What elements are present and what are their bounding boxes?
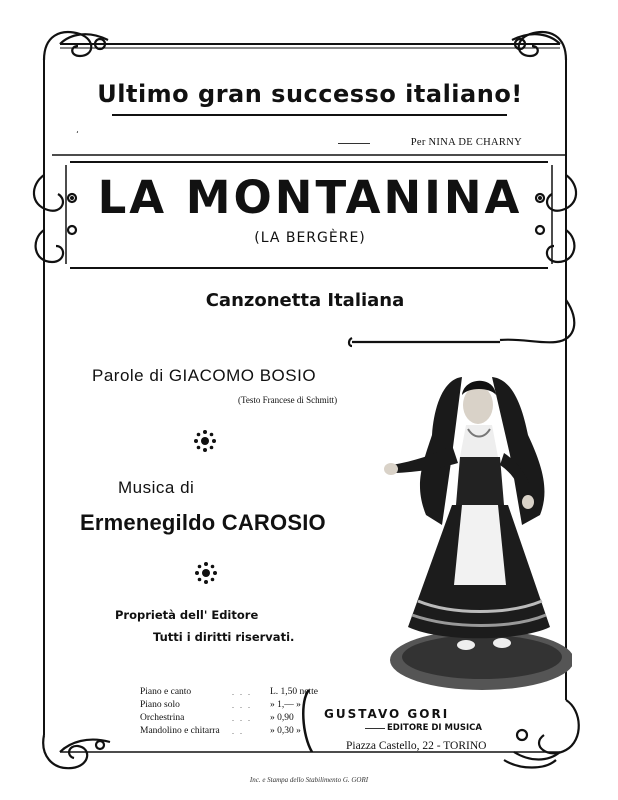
headline: Ultimo gran successo italiano! [97,80,523,108]
translation-credit: (Testo Francese di Schmitt) [238,395,338,405]
printer-credit: Inc. e Stampa dello Stabilimento G. GORI [249,776,369,784]
rights-reserved: Tutti i diritti riservati. [153,630,295,644]
lyrics-credit: Parole di GIACOMO BOSIO [92,366,317,385]
price-item-value: L. 1,50 nette [270,687,319,697]
song-subtitle: (LA BERGÈRE) [254,230,366,246]
genre-label: Canzonetta Italiana [205,290,405,311]
dedication: Per NINA DE CHARNY [410,137,522,148]
price-row [140,712,330,725]
price-item-value: » 1,— » [270,700,301,710]
price-item-value: » 0,30 » [270,726,301,736]
song-title: LA MONTANINA [97,171,523,224]
leader-dots: . . . [232,714,252,723]
rosette-ornament-icon [193,560,219,586]
price-item-name: Orchestrina [140,713,185,723]
rights-owner: Proprietà dell' Editore [115,608,259,622]
leader-dots: . . . [232,701,252,710]
leader-dots: . . [232,727,244,736]
price-list [140,686,330,738]
price-item-value: » 0,90 [270,713,294,723]
publisher-dash [365,728,385,729]
tick-mark: ‘ [76,130,79,139]
dedication-dash [338,143,370,144]
price-row [140,699,330,712]
price-item-name: Mandolino e chitarra [140,726,220,736]
music-label: Musica di [118,478,195,497]
leader-dots: . . . [232,688,252,697]
price-row [140,725,330,738]
price-item-name: Piano solo [140,700,180,710]
price-item-name: Piano e canto [140,687,192,697]
rosette-ornament-icon [192,428,218,454]
publisher-name: GUSTAVO GORI [324,707,450,721]
price-row [140,686,330,699]
composer-name: Ermenegildo CAROSIO [80,510,326,535]
headline-underline [112,114,507,116]
publisher-subtitle: EDITORE DI MUSICA [387,723,482,733]
singer-portrait [382,365,572,695]
publisher-address: Piazza Castello, 22 - TORINO [346,740,487,752]
